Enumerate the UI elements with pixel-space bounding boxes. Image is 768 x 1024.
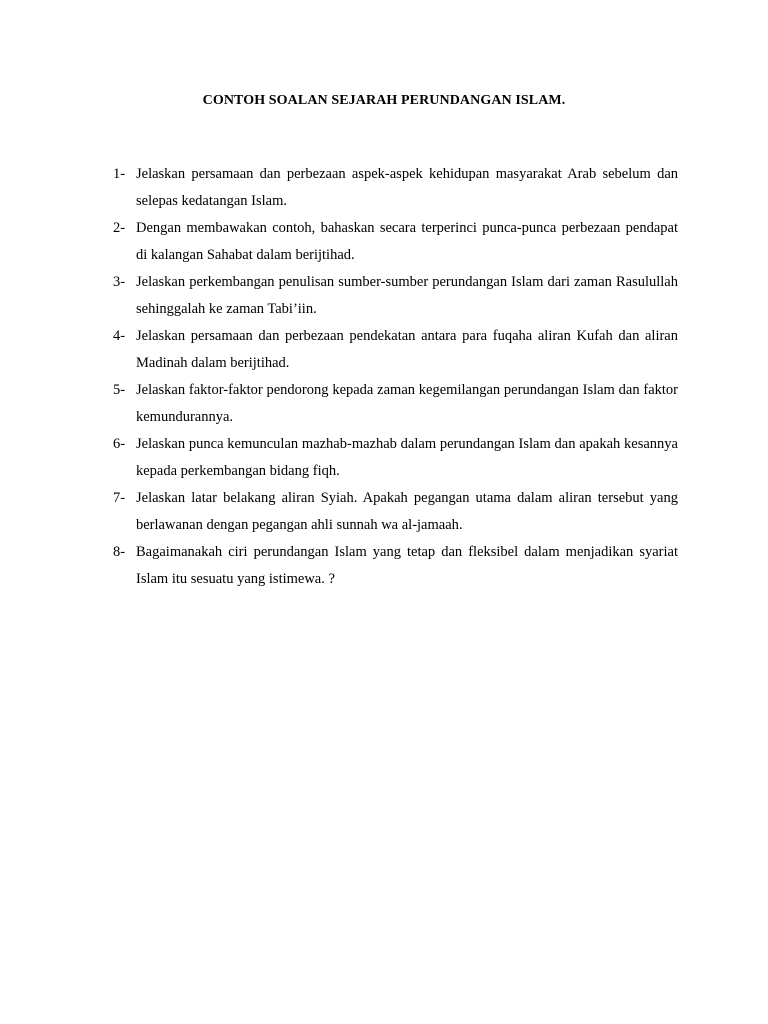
question-number: 1- — [113, 166, 126, 182]
question-text: Jelaskan persamaan dan perbezaan pendekatan antara para fuqaha aliran Kufah dan aliran Madinah dalam berijtihad. — [136, 328, 678, 371]
question-item — [113, 161, 678, 215]
question-text: Bagaimanakah ciri perundangan Islam yang tetap dan fleksibel dalam menjadikan syariat Islam itu sesuatu yang istimewa. ? — [136, 544, 678, 587]
question-number: 4- — [113, 328, 126, 344]
question-item — [113, 269, 678, 323]
question-number: 7- — [113, 490, 126, 506]
question-item — [113, 323, 678, 377]
question-item — [113, 377, 678, 431]
question-number: 6- — [113, 436, 126, 452]
question-text: Dengan membawakan contoh, bahaskan secara terperinci punca-punca perbezaan pendapat di kalangan Sahabat dalam berijtihad. — [136, 220, 678, 263]
question-text: Jelaskan punca kemunculan mazhab-mazhab dalam perundangan Islam dan apakah kesannya kepada perkembangan bidang fiqh. — [136, 436, 678, 479]
document-title: CONTOH SOALAN SEJARAH PERUNDANGAN ISLAM. — [202, 93, 566, 108]
question-item — [113, 539, 678, 593]
question-text: Jelaskan perkembangan penulisan sumber-sumber perundangan Islam dari zaman Rasulullah sehinggalah ke zaman Tabi’iin. — [136, 274, 678, 317]
question-number: 3- — [113, 274, 126, 290]
question-text: Jelaskan latar belakang aliran Syiah. Apakah pegangan utama dalam aliran tersebut yang berlawanan dengan pegangan ahli sunnah wa al-jamaah. — [136, 490, 678, 533]
question-item — [113, 485, 678, 539]
question-list — [113, 161, 678, 593]
question-item — [113, 431, 678, 485]
question-text: Jelaskan faktor-faktor pendorong kepada zaman kegemilangan perundangan Islam dan faktor kemundurannya. — [136, 382, 678, 425]
question-number: 5- — [113, 382, 126, 398]
question-number: 8- — [113, 544, 126, 560]
question-item — [113, 215, 678, 269]
question-number: 2- — [113, 220, 126, 236]
question-text: Jelaskan persamaan dan perbezaan aspek-aspek kehidupan masyarakat Arab sebelum dan selepas kedatangan Islam. — [136, 166, 678, 209]
